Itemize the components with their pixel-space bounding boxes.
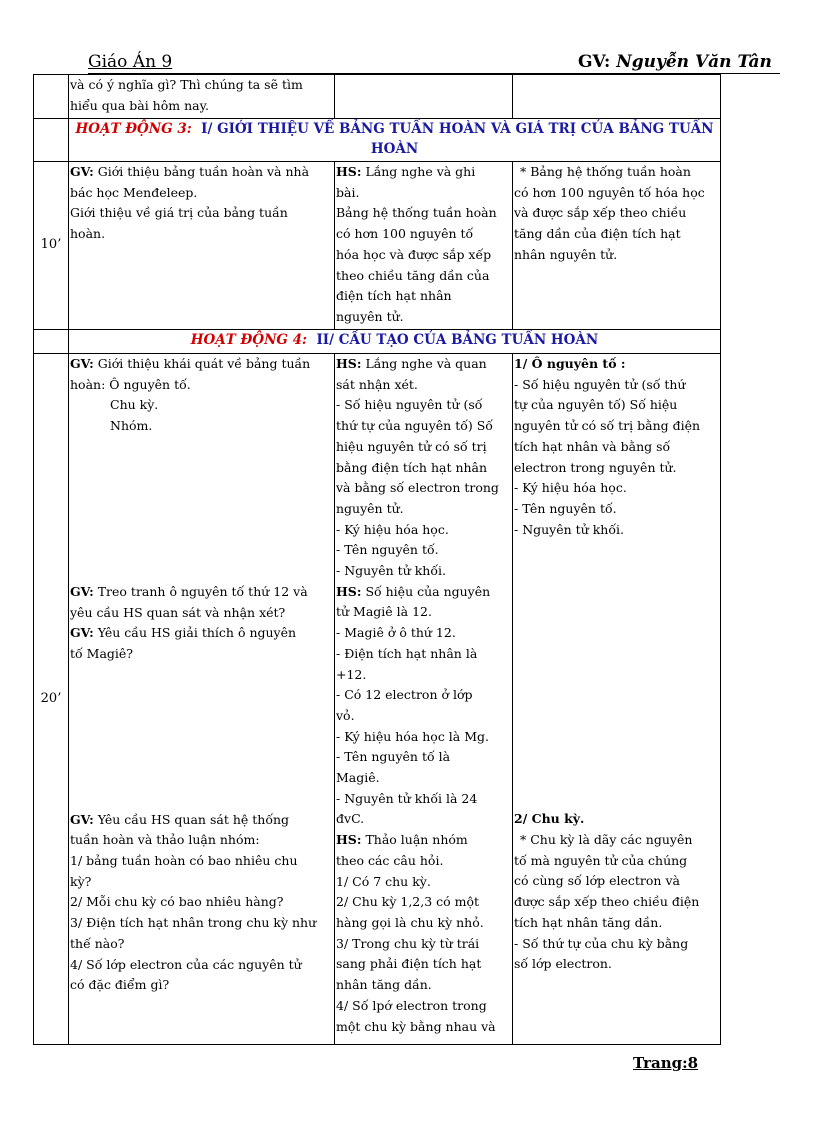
table-row — [34, 354, 721, 1045]
activity-3-row — [34, 119, 721, 162]
time-cell: 20’ — [34, 354, 69, 1045]
teacher-prefix: GV: — [578, 52, 611, 72]
activity-4-row — [34, 330, 721, 354]
table-row — [34, 162, 721, 330]
teacher-name-text: Nguyễn Văn Tân — [616, 52, 772, 72]
activity-3-heading: HOẠT ĐỘNG 3: I/ GIỚI THIỆU VỀ BẢNG TUẦN HOÀN VÀ GIÁ TRỊ CỦA BẢNG TUẦN HOÀN — [69, 119, 721, 162]
lesson-table — [33, 74, 721, 1045]
hs-cell: HS: Lắng nghe và quan sát nhận xét. - Số hiệu nguyên tử (số thứ tự của nguyên tố) Số hiệu nguyên tử có số trị bằng điện tích hạt nhân và bằng số electron trong nguyên tử. - Ký hiệu hóa học. - Tên nguyên tố. - Nguyên tử khối. HS: Số hiệu của nguyên tử Magiê là 12. - Magiê ở ô thứ 12. - Điện tích hạt nhân là +12. - Có 12 electron ở lớp vỏ. - Ký hiệu hóa học là Mg. - Tên nguyên tố là Magiê. - Nguyên tử khối là 24 đvC. HS: Thảo luận nhóm theo các câu hỏi. 1/ Có 7 chu kỳ. 2/ Chu kỳ 1,2,3 có một hàng gọi là chu kỳ nhỏ. 3/ Trong chu kỳ từ trái sang phải điện tích hạt nhân tăng dần. 4/ Số lpớ electron trong một chu kỳ bằng nhau và — [335, 354, 513, 1045]
page-number: Trang:8 — [633, 1054, 699, 1072]
gv-cell: GV: Giới thiệu bảng tuần hoàn và nhà bác học Menđeleep. Giới thiệu về giá trị của bảng tuần hoàn. — [69, 162, 335, 330]
doc-title: Giáo Án 9 — [88, 52, 173, 72]
hs-cell: HS: Lắng nghe và ghi bài. Bảng hệ thống tuần hoàn có hơn 100 nguyên tố hóa học và được sắp xếp theo chiều tăng dần của điện tích hạt nhân nguyên tử. — [335, 162, 513, 330]
notes-cell: * Bảng hệ thống tuần hoàn có hơn 100 nguyên tố hóa học và được sắp xếp theo chiều tăng dần của điện tích hạt nhân nguyên tử. — [513, 162, 721, 330]
table-row — [34, 75, 721, 119]
notes-cell: 1/ Ô nguyên tố : - Số hiệu nguyên tử (số thứ tự của nguyên tố) Số hiệu nguyên tử có số trị bằng điện tích hạt nhân và bằng số electron trong nguyên tử. - Ký hiệu hóa học. - Tên nguyên tố. - Nguyên tử khối. 2/ Chu kỳ. * Chu kỳ là dãy các nguyên tố mà nguyên tử của chúng có cùng số lớp electron và được sắp xếp theo chiều điện tích hạt nhân tăng dần. - Số thứ tự của chu kỳ bằng số lớp electron. — [513, 354, 721, 1045]
gv-cell: GV: Giới thiệu khái quát về bảng tuần hoàn: Ô nguyên tố. Chu kỳ. Nhóm. GV: Treo tranh ô nguyên tố thứ 12 và yêu cầu HS quan sát và nhận xét? GV: Yêu cầu HS giải thích ô nguyên tố Magiê? GV: Yêu cầu HS quan sát hệ thống tuần hoàn và thảo luận nhóm: 1/ bảng tuần hoàn có bao nhiêu chu kỳ? 2/ Mỗi chu kỳ có bao nhiêu hàng? 3/ Điện tích hạt nhân trong chu kỳ như thế nào? 4/ Số lớp electron của các nguyên tử có đặc điểm gì? — [69, 354, 335, 1045]
time-cell: 10’ — [34, 162, 69, 330]
teacher-name — [578, 52, 772, 72]
activity-4-heading: HOẠT ĐỘNG 4: II/ CẤU TẠO CỦA BẢNG TUẦN HOÀN — [69, 330, 721, 354]
gv-cell: và có ý nghĩa gì? Thì chúng ta sẽ tìm hiểu qua bài hôm nay. — [69, 75, 335, 119]
